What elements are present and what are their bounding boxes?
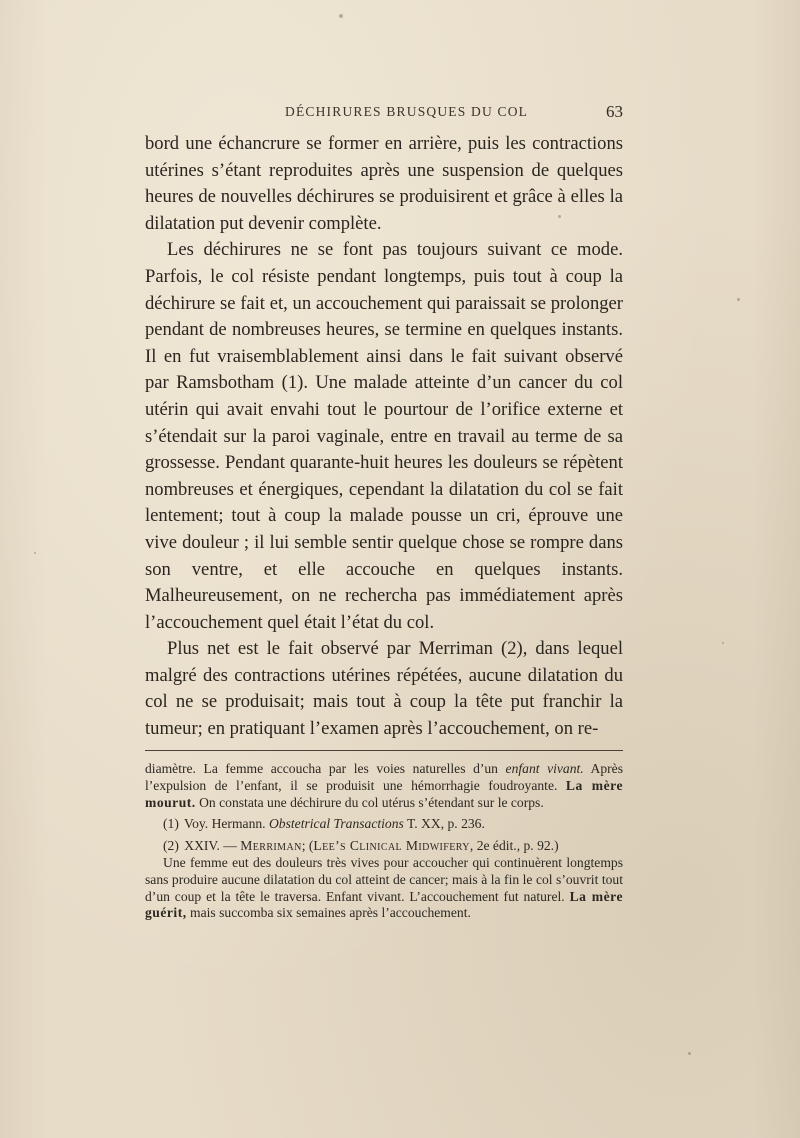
footnote-text: Une femme eut des douleurs très vives pour accoucher qui continuèrent longtemps sans produire aucune dilatation du col atteint de cancer; mais à la fin le col s’ouvrit tout d’un coup et la tête le traversa. Enfant vivant. L’accouchement fut naturel. — [145, 854, 623, 904]
footnote-text: Après l’expulsion de l’enfant, il se produisit une hémorrhagie foudroyante. — [145, 761, 623, 793]
footnote-bold-text: La mère mourut. — [145, 777, 623, 810]
page-header — [145, 104, 623, 126]
paper-speck — [339, 14, 343, 18]
footnote-text: mais succomba six semaines après l’accouchement. — [190, 905, 471, 921]
footnotes — [145, 761, 623, 922]
paper-speck — [737, 298, 740, 301]
footnote-author: Merriman — [240, 838, 302, 854]
footnote-text: XXIV. — — [184, 838, 237, 854]
footnote-text: , 2e édit., p. 92.) — [469, 838, 559, 854]
paper-speck — [688, 1052, 691, 1055]
footnote-text: Voy. Hermann. — [184, 816, 266, 832]
footnote-number: (1) — [163, 816, 179, 832]
footnote-text: On constata une déchirure du col utérus s’étendant sur le corps. — [199, 794, 544, 810]
running-head: DÉCHIRURES BRUSQUES DU COL — [285, 104, 529, 119]
footnote-text: T. XX, p. 236. — [406, 816, 485, 832]
footnote-number: (2) — [163, 838, 179, 854]
footnote-text: diamètre. La femme accoucha par les voies naturelles d’un — [145, 761, 498, 776]
paper-speck — [34, 552, 36, 554]
paragraph: Plus net est le fait observé par Merriman (2), dans lequel malgré des contractions utérines répétées, aucune dilatation du col ne se produisait; mais tout à coup la tête put franchir la tumeur; en pratiquant l’examen après l’accouchement, on re- — [145, 638, 623, 740]
main-text — [145, 131, 623, 743]
footnote-book-title: Lee’s Clinical Midwifery — [313, 838, 470, 854]
page-number: 63 — [606, 102, 623, 121]
footnote-continuation — [145, 761, 623, 811]
footnote-bold-text: La mère guérit, — [145, 888, 623, 921]
footnote-1 — [145, 816, 623, 833]
footnote-2-body — [145, 855, 623, 922]
footnote-italic-text: Obstetrical Transactions — [268, 816, 404, 832]
footnote-text: ; ( — [301, 838, 314, 854]
footnote-rule — [145, 750, 623, 751]
footnote-2-heading — [145, 838, 623, 855]
paragraph: bord une échancrure se former en arrière, puis les contractions utérines s’étant reproduites après une suspension de quelques heures de nouvelles déchirures se produisirent et grâce à elles la dilatation put devenir complète. — [145, 133, 623, 234]
paper-speck — [722, 642, 724, 644]
footnote-italic-text: enfant vivant. — [505, 761, 584, 776]
paragraph: Les déchirures ne se font pas toujours suivant ce mode. Parfois, le col résiste pendant longtemps, puis tout à coup la déchirure se fait et, un accouchement qui paraissait se prolonger pendant de nombreuses heures, se termine en quelques instants. Il en fut vraisemblablement ainsi dans le fait suivant observé par Ramsbotham (1). Une malade atteinte d’un cancer du col utérin qui avait envahi tout le pourtour de l’orifice externe et s’étendait sur la paroi vaginale, entre en travail au terme de sa grossesse. Pendant quarante-huit heures les douleurs se répètent nombreuses et énergiques, cependant la dilatation du col se fait lentement; tout à coup la malade pousse un cri, éprouve une vive douleur ; il lui semble sentir quelque chose se rompre dans son ventre, et elle accouche en quelques instants. Malheureusement, on ne rechercha pas immédiatement après l’accouchement quel était l’état du col. — [145, 239, 623, 633]
